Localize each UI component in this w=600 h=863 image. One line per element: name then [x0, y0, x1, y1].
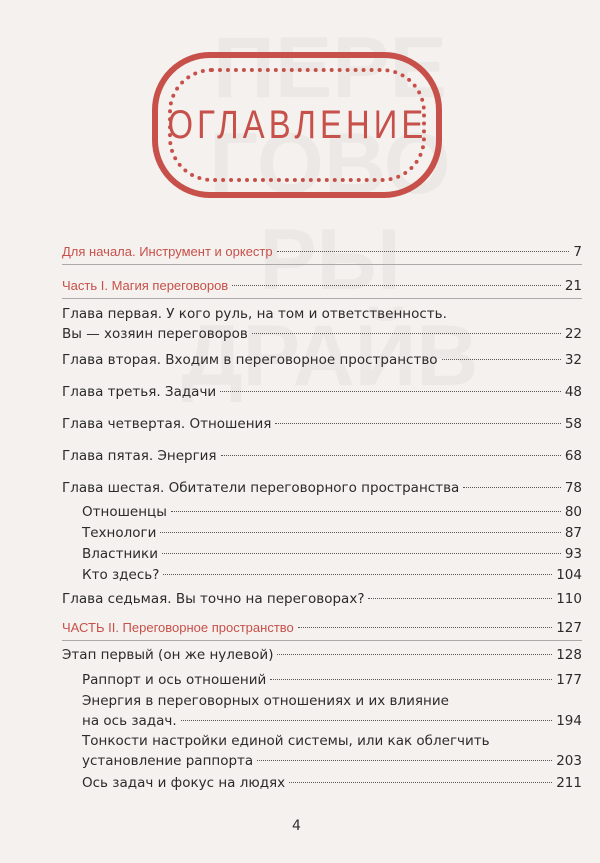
dot-leader [163, 574, 552, 575]
toc-entry-title: Часть I. Магия переговоров [62, 278, 229, 293]
toc-page-number: 22 [564, 326, 582, 342]
toc-page-number: 80 [564, 504, 582, 520]
toc-entry[interactable] [82, 691, 582, 731]
title-inner-frame [168, 68, 426, 182]
section-divider [62, 640, 582, 641]
toc-entry-title: Этап первый (он же нулевой) [62, 647, 274, 663]
toc-entry-title: Раппорт и ось отношений [82, 672, 267, 688]
toc-page-number: 203 [556, 753, 582, 769]
toc-entry[interactable] [62, 276, 582, 296]
toc-entry-title: Глава четвертая. Отношения [62, 416, 272, 432]
toc-page-number: 7 [573, 244, 582, 260]
toc-page-number: 211 [556, 775, 582, 791]
toc-entry-title: Технологи [82, 525, 157, 541]
toc-entry[interactable] [82, 670, 582, 690]
toc-entry[interactable] [62, 304, 582, 344]
dot-leader [171, 511, 561, 512]
dot-leader [181, 720, 553, 721]
title-frame [152, 52, 442, 198]
section-divider [62, 264, 582, 265]
toc-entry-title: на ось задач. [82, 713, 177, 729]
dot-leader [368, 598, 552, 599]
toc-entry[interactable] [62, 446, 582, 466]
toc-entry[interactable] [82, 731, 582, 771]
toc-page-number: 110 [556, 591, 582, 607]
page-number: 4 [292, 818, 301, 834]
toc-entry[interactable] [82, 502, 582, 522]
dot-leader [257, 760, 552, 761]
dot-leader [463, 487, 561, 488]
toc-page-number: 87 [564, 525, 582, 541]
toc-entry[interactable] [62, 414, 582, 434]
dot-leader [221, 455, 561, 456]
dot-leader [232, 285, 561, 286]
toc-entry[interactable] [62, 478, 582, 498]
toc-entry[interactable] [62, 242, 582, 262]
toc-entry[interactable] [62, 350, 582, 370]
toc-page-number: 68 [564, 448, 582, 464]
dot-leader [220, 391, 561, 392]
toc-entry-title: ЧАСТЬ II. Переговорное пространство [62, 620, 294, 635]
toc-page-number: 194 [556, 713, 582, 729]
toc-entry[interactable] [82, 565, 582, 585]
dot-leader [270, 679, 552, 680]
toc-entry-title: Вы — хозяин переговоров [62, 326, 248, 342]
dot-leader [252, 333, 561, 334]
toc-entry[interactable] [62, 618, 582, 638]
toc-page-number: 177 [556, 672, 582, 688]
toc-page-number: 127 [556, 620, 582, 636]
toc-entry[interactable] [82, 523, 582, 543]
toc-entry[interactable] [62, 645, 582, 665]
toc-entry[interactable] [82, 773, 582, 793]
toc-entry-title: Глава пятая. Энергия [62, 448, 217, 464]
section-divider [62, 298, 582, 299]
toc-page-number: 21 [564, 278, 582, 294]
toc-entry-title: Глава шестая. Обитатели переговорного пространства [62, 480, 460, 496]
toc-entry-title: Глава вторая. Входим в переговорное пространство [62, 352, 438, 368]
toc-entry-title: Для начала. Инструмент и оркестр [62, 244, 273, 259]
toc-entry-title: Ось задач и фокус на людях [82, 775, 286, 791]
toc-entry-title: Кто здесь? [82, 567, 160, 583]
toc-entry-title: Глава третья. Задачи [62, 384, 217, 400]
toc-entry-title: Отношенцы [82, 504, 167, 520]
dot-leader [298, 627, 552, 628]
toc-page-number: 104 [556, 567, 582, 583]
dot-leader [277, 251, 570, 252]
toc-entry-title: Тонкости настройки единой системы, или как облегчить [82, 733, 490, 749]
toc-page-number: 78 [564, 480, 582, 496]
toc-entry-title: Властники [82, 546, 158, 562]
dot-leader [289, 782, 552, 783]
toc-page-number: 58 [564, 416, 582, 432]
toc-page-number: 128 [556, 647, 582, 663]
dot-leader [160, 532, 560, 533]
dot-leader [162, 553, 561, 554]
toc-page-number: 48 [564, 384, 582, 400]
page-title: ОГЛАВЛЕНИЕ [167, 102, 427, 147]
toc-entry[interactable] [62, 589, 582, 609]
toc-entry-title: Глава седьмая. Вы точно на переговорах? [62, 591, 365, 607]
toc-entry-title: Энергия в переговорных отношениях и их влияние [82, 693, 449, 709]
toc-entry-title: Глава первая. У кого руль, на том и ответственность. [62, 306, 447, 322]
dot-leader [275, 423, 560, 424]
dot-leader [442, 359, 561, 360]
toc-entry[interactable] [82, 544, 582, 564]
toc-entry[interactable] [62, 382, 582, 402]
toc-page-number: 93 [564, 546, 582, 562]
toc-page-number: 32 [564, 352, 582, 368]
toc-entry-title: установление раппорта [82, 753, 254, 769]
dot-leader [277, 654, 552, 655]
